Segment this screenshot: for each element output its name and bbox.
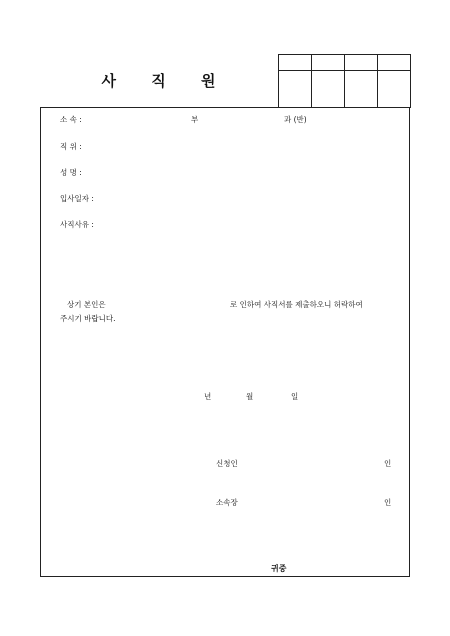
approval-stamp-grid [278, 54, 411, 108]
name-label: 성 명 : [60, 168, 82, 177]
department-head-seal-mark: 인 [384, 498, 392, 507]
title-char-2: 직 [151, 72, 167, 90]
approval-header-cell [279, 55, 312, 71]
join-date-label: 입사일자 : [60, 194, 94, 203]
form-title [40, 70, 278, 91]
recipient-honorific: 귀중 [271, 564, 287, 573]
position-label: 직 위 : [60, 142, 82, 151]
section-label: 과 (반) [284, 115, 307, 124]
statement-line2: 주시기 바랍니다. [60, 314, 116, 323]
applicant-seal-mark: 인 [384, 459, 392, 468]
date-month-label: 월 [246, 392, 254, 401]
approval-header-cell [345, 55, 378, 71]
date-day-label: 일 [291, 392, 299, 401]
title-char-3: 원 [200, 72, 217, 90]
dept-label: 부 [191, 115, 199, 124]
approval-signature-cell[interactable] [312, 71, 345, 108]
approval-signature-cell[interactable] [345, 71, 378, 108]
form-body [40, 107, 410, 577]
statement-line1-end: 로 인하여 사직서를 제출하오니 허락하여 [230, 300, 363, 309]
approval-signature-cell[interactable] [279, 71, 312, 108]
applicant-label: 신청인 [216, 459, 238, 468]
approval-signature-cell[interactable] [378, 71, 411, 108]
approval-header-cell [312, 55, 345, 71]
reason-label: 사직사유 : [60, 220, 94, 229]
department-head-label: 소속장 [216, 498, 238, 507]
title-char-1: 사 [101, 72, 118, 90]
affiliation-label: 소 속 : [60, 115, 82, 124]
statement-line1-start: 상기 본인은 [67, 300, 106, 309]
date-year-label: 년 [204, 392, 212, 401]
approval-header-cell [378, 55, 411, 71]
